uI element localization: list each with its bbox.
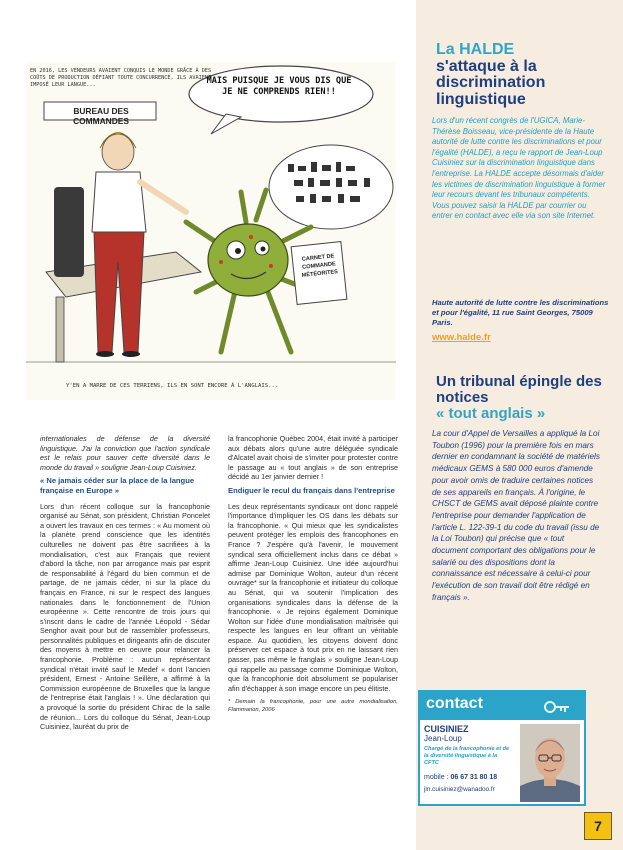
- cartoon-caption-top: EN 2016, LES VENDEURS AVAIENT CONQUIS LE MONDE GRÂCE À DES COÛTS DE PRODUCTION DÉFIANT TOUTE CONCURRENCE, ILS AVAIENT IMPOSÉ LEUR LANGUE...: [30, 68, 212, 88]
- halde-title-line-2: s'attaque à la discrimination linguistique: [436, 57, 546, 108]
- col1-subheading: « Ne jamais céder sur la place de la langue française en Europe »: [40, 476, 195, 495]
- portrait-image: [520, 724, 580, 802]
- contact-header: [420, 692, 584, 720]
- tribunal-title-line-1: Un tribunal épingle des notices: [436, 373, 602, 406]
- page-number: 7: [584, 812, 612, 840]
- cartoon-caption-bottom: Y'EN A MARRE DE CES TERRIENS, ILS EN SONT ENCORE À L'ANGLAIS...: [66, 383, 279, 389]
- article-column-2: [228, 434, 398, 718]
- col2-paragraph-2: Les deux représentants syndicaux ont donc rappelé l'importance d'impliquer les OS dans les débats sur la francophonie. « Qui mieux que les syndicalistes peuvent protéger les emplois des francophones en France ? J'espère qu'à l'avenir, le mouvement syndical sera officiellement inclus dans ce débat » affirme Jean-Loup Cuisiniez. Une idée aujourd'hui admise par Dominique Wolton, auteur d'un récent ouvrage* sur la francophonie et initiateur du colloque au Sénat, qui va soutenir l'implication des organisations syndicales dans la défense de la francophonie. « Je rejoins également Dominique Wolton sur l'idée d'une mondialisation maîtrisée qui respecte les langues en leur offrant un véritable espace. Au quotidien, les citoyens doivent donc préserver cet espace à tout prix en ne laissant rien passer, pas même le franglais » souligne Jean-Loup qui rappelle au passage comme Dominique Wolton, que la francophonie doit absolument se populariser afin d'échapper à son image encore un peu élitiste.: [228, 501, 398, 693]
- contact-photo: [520, 724, 580, 802]
- cartoon-illustration: [26, 62, 396, 400]
- tribunal-title: [436, 374, 616, 422]
- contact-phone: [424, 774, 497, 781]
- col2-subheading: Endiguer le recul du français dans l'entreprise: [228, 485, 395, 495]
- cartoon-speech: MAIS PUISQUE JE VOUS DIS QUE JE NE COMPRENDS RIEN!!: [206, 76, 352, 97]
- contact-box: [418, 690, 586, 806]
- article-column-1: [40, 434, 210, 736]
- col1-paragraph-2: Lors d'un récent colloque sur la francophonie organisé au Sénat, son président, Christian Poncelet a ouvert les travaux en ces termes : « Au moment où la planète prend conscience que les identités culturelles ne doivent pas être sacrifiées à la mondialisation, c'est aux Français que revient d'abord la tâche, non par arrogance mais par esprit de responsabilité à l'égard du bien commun et de partage, de ne jamais céder, ni sur la place du français en France, ni sur le respect des langues nationales dans le fonctionnement de l'Union européenne ». Cette rencontre de trois jours qui s'inscrit dans le cadre de l'année Léopold - Sédar Senghor avait pour but de rassembler professeurs, personnalités publiques et dirigeants afin de discuter des moyens à mettre en oeuvre pour relancer la francophonie. Problème : aucun représentant syndical n'était invité sauf le Medef « dont l'ancien président, Ernest - Antoine Seillère, a affirmé à la Commission européenne de Bruxelles que la langue de l'entreprise était l'anglais ! ». Une déclaration qui a provoqué la sortie du président Chirac de la salle de réunion... Lors du colloque du Sénat, Jean-Loup Cuisiniez, lauréat du prix de: [40, 501, 210, 732]
- halde-link[interactable]: www.halde.fr: [432, 332, 491, 343]
- contact-firstname: Jean-Loup: [424, 734, 462, 743]
- col1-paragraph-1: internationales de défense de la diversité linguistique. J'ai la conviction que l'action syndicale est le relais pour sauver cette diversité dans le monde du travail » souligne Jean-Loup Cuisiniez.: [40, 434, 210, 472]
- contact-role: Chargé de la francophonie et de la diversité linguistique à la CFTC: [424, 746, 510, 767]
- contact-phone-label: mobile :: [424, 774, 451, 781]
- halde-title: [436, 42, 616, 108]
- cartoon-sign: BUREAU DES COMMANDES: [73, 106, 129, 126]
- col2-paragraph-1: la francophonie Québec 2004, était invité à participer aux débats alors qu'une autre déléguée syndicale d'Alcatel avait choisi de s'inviter pour protester contre le passage au « tout anglais » de son entreprise décidé au 1er janvier dernier !: [228, 434, 398, 482]
- tribunal-body: La cour d'Appel de Versailles a appliqué la Loi Toubon (1996) pour la première fois en mars dernier en condamnant la société de matériels médicaux GEMS à 580 000 euros d'amende pour avoir omis de traduire certaines notices de ses appareils en français. À l'origine, le CHSCT de GEMS avait déposé plainte contre l'entreprise pour demander l'application de l'article L. 122-39-1 du code du travail (issu de la Loi Toubon) qui précise que « tout document comportant des obligations pour le salarié ou des dispositions dont la connaissance est nécessaire à celui-ci pour l'exécution de son travail doit être rédigé en français ».: [432, 429, 600, 602]
- halde-body: Lors d'un récent congrès de l'UGICA, Marie-Thérèse Boisseau, vice-présidente de la Haute autorité de lutte contre les discriminations et pour l'égalité (HALDE), a reçu le rapport de Jean-Loup Cuisiniez sur la discrimination linguistique dans l'entreprise. La HALDE accepte désormais d'aider les victimes de discrimination linguistique à former leur recours devant les tribunaux compétents. Vous pouvez saisir la HALDE par courrier ou entrer en contact avec elle via son site Internet.: [432, 116, 606, 221]
- cartoon-notebook: CARNET DE COMMANDE MÉTÉORITES: [301, 253, 339, 279]
- contact-surname: CUISINIEZ: [424, 724, 469, 734]
- key-icon: [544, 700, 570, 714]
- tribunal-title-line-2: « tout anglais »: [436, 405, 546, 422]
- contact-email[interactable]: jln.cuisiniez@wanadoo.fr: [424, 786, 495, 793]
- contact-phone-number: 06 67 31 80 18: [450, 774, 498, 781]
- col2-footnote: * Demain la francophonie, pour une autre mondialisation, Flammarion, 2006: [228, 699, 398, 713]
- halde-address: Haute autorité de lutte contre les discriminations et pour l'égalité, 11 rue Saint Georges, 75009 Paris.: [432, 298, 609, 327]
- halde-title-line-1: La HALDE: [436, 41, 515, 58]
- contact-label: contact: [426, 695, 483, 712]
